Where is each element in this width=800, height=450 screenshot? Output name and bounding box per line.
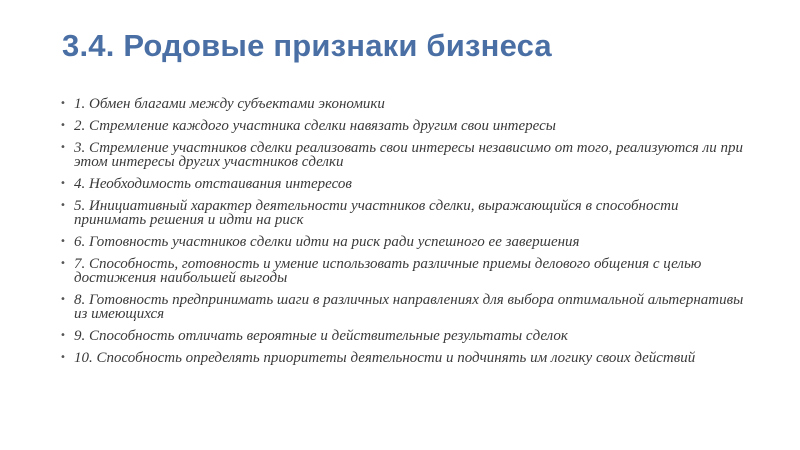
list-item: [58, 177, 748, 191]
list-item: [58, 235, 748, 249]
slide-title: 3.4. Родовые признаки бизнеса: [62, 28, 552, 63]
list-item: [58, 141, 748, 169]
list-item: [58, 97, 748, 111]
bullet-icon: •: [60, 98, 66, 109]
bullet-icon: •: [60, 142, 66, 153]
list-item-text: 10. Способность определять приоритеты деятельности и подчинять им логику своих действий: [74, 350, 696, 366]
list-item-text: 7. Способность, готовность и умение использовать различные приемы делового общения с целью достижения наибольшей выгоды: [74, 256, 702, 286]
bullet-icon: •: [60, 294, 66, 305]
bullet-list: [58, 97, 748, 373]
list-item-text: 6. Готовность участников сделки идти на риск ради успешного ее завершения: [74, 234, 580, 250]
bullet-icon: •: [60, 330, 66, 341]
list-item: [58, 199, 748, 227]
list-item-text: 4. Необходимость отстаивания интересов: [74, 176, 352, 192]
list-item: [58, 119, 748, 133]
list-item: [58, 257, 748, 285]
list-item-text: 2. Стремление каждого участника сделки навязать другим свои интересы: [74, 118, 556, 134]
list-item-text: 9. Способность отличать вероятные и действительные результаты сделок: [74, 328, 568, 344]
bullet-icon: •: [60, 258, 66, 269]
list-item-text: 5. Инициативный характер деятельности участников сделки, выражающийся в способности принимать решения и идти на риск: [74, 198, 679, 228]
bullet-icon: •: [60, 120, 66, 131]
bullet-icon: •: [60, 236, 66, 247]
bullet-icon: •: [60, 352, 66, 363]
bullet-icon: •: [60, 200, 66, 211]
list-item-text: 1. Обмен благами между субъектами экономики: [74, 96, 385, 112]
bullet-icon: •: [60, 178, 66, 189]
list-item: [58, 351, 748, 365]
list-item: [58, 293, 748, 321]
list-item-text: 3. Стремление участников сделки реализовать свои интересы независимо от того, реализуются ли при этом интересы других участников сделки: [74, 140, 743, 170]
list-item-text: 8. Готовность предпринимать шаги в различных направлениях для выбора оптимальной альтернативы из имеющихся: [74, 292, 744, 322]
list-item: [58, 329, 748, 343]
